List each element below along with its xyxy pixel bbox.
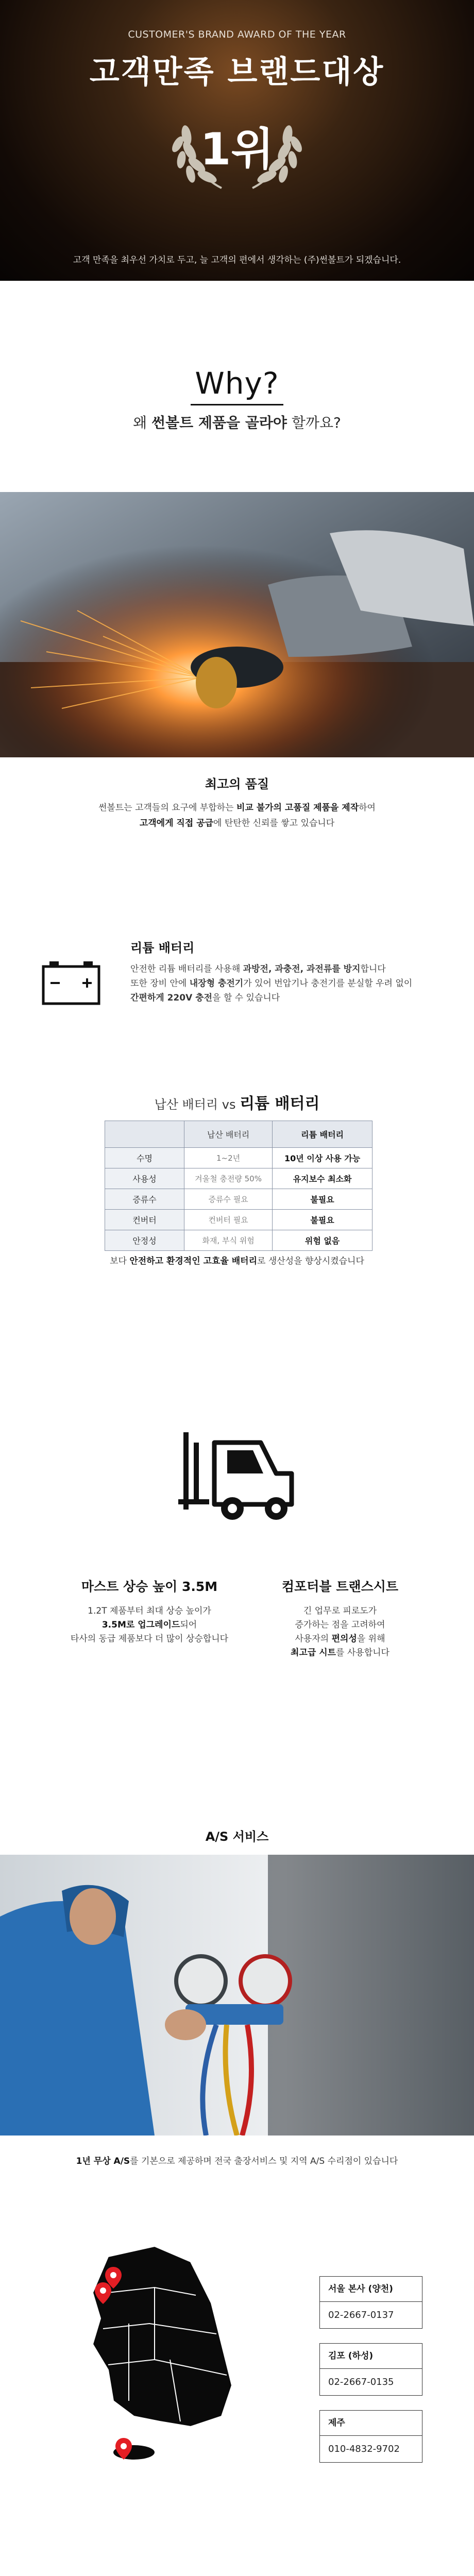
row-lithium-value: 불필요	[273, 1210, 373, 1230]
award-hero-banner	[0, 0, 474, 281]
mast-line3: 타사의 동급 제품보다 더 많이 상승합니다	[70, 1634, 229, 1644]
row-lithium-value: 10년 이상 사용 가능	[273, 1148, 373, 1168]
quality-line1-post: 하여	[359, 803, 376, 813]
battery-text	[130, 962, 450, 1005]
award-eyebrow: CUSTOMER'S BRAND AWARD OF THE YEAR	[128, 29, 346, 40]
row-lithium-value: 불필요	[273, 1189, 373, 1210]
battery-icon	[41, 957, 101, 1009]
quality-heading: 최고의 품질	[205, 777, 269, 791]
as-service-description	[0, 2154, 474, 2166]
row-lead-value: 겨울철 충전량 50%	[184, 1168, 273, 1189]
seat-text	[247, 1604, 433, 1660]
row-lead-value: 1~2년	[184, 1148, 273, 1168]
mast-heading: 마스트 상승 높이 3.5M	[81, 1579, 218, 1594]
battery-summary	[0, 1253, 474, 1266]
row-label: 사용성	[105, 1168, 184, 1189]
mast-line1: 1.2T 제품부터 최대 상승 높이가	[88, 1606, 211, 1616]
office-name: 서울 본사 (양천)	[320, 2277, 422, 2302]
row-label: 컨버터	[105, 1210, 184, 1230]
seat-line1: 긴 업무로 피로도가	[303, 1606, 377, 1616]
battery-line1-pre: 안전한 리튬 배터리를 사용해	[130, 964, 243, 974]
seat-line4-post: 를 사용합니다	[336, 1648, 390, 1658]
korea-map	[77, 2246, 247, 2463]
battery-line2-bold: 내장형 충전기	[189, 978, 244, 989]
mast-section	[57, 1577, 242, 1646]
as-service-heading: A/S 서비스	[205, 1829, 269, 1844]
quality-line1-bold: 비교 불가의 고품질 제품을 제작	[236, 803, 359, 813]
battery-section	[130, 938, 450, 1005]
quality-line2-post: 에 탄탄한 신뢰를 쌓고 있습니다	[213, 818, 335, 828]
row-label: 수명	[105, 1148, 184, 1168]
why-sub-pre: 왜	[133, 414, 152, 431]
battery-line3-bold: 간편하게 220V 충전	[130, 993, 213, 1003]
seat-heading: 컴포터블 트랜스시트	[281, 1579, 399, 1594]
table-header-row	[105, 1121, 373, 1148]
versus-left: 납산 배터리	[154, 1097, 218, 1112]
award-description: 고객 만족을 최우선 가치로 두고, 늘 고객의 편에서 생각하는 (주)썬볼트가 되겠습니다.	[73, 255, 401, 265]
battery-line1-post: 합니다	[360, 964, 386, 974]
award-title: 고객만족 브랜드대상	[89, 54, 385, 90]
forklift-icon	[173, 1422, 305, 1525]
row-lithium-value: 유지보수 최소화	[273, 1168, 373, 1189]
quality-section	[0, 774, 474, 831]
row-label: 안정성	[105, 1230, 184, 1251]
why-heading: Why?	[195, 366, 279, 401]
versus-right: 리튬 배터리	[240, 1095, 320, 1113]
battery-versus-heading	[0, 1091, 474, 1113]
office-phone[interactable]: 02-2667-0137	[328, 2310, 394, 2320]
office-card-jeju	[319, 2410, 422, 2463]
why-sub-bold: 썬볼트 제품을 골라야	[151, 414, 287, 431]
as-desc-bold: 1년 무상 A/S	[76, 2156, 130, 2166]
table-row	[105, 1210, 373, 1230]
table-row	[105, 1168, 373, 1189]
office-card-gimpo	[319, 2343, 422, 2396]
row-lead-value: 화재, 부식 위험	[184, 1230, 273, 1251]
battery-line1-bold: 과방전, 과충전, 과전류를 방지	[243, 964, 361, 974]
award-rank: 1위	[200, 124, 274, 175]
seat-section	[247, 1577, 433, 1660]
table-header-lithium: 리튬 배터리	[273, 1121, 373, 1148]
mast-line2-post: 되어	[180, 1620, 197, 1630]
office-phone[interactable]: 010-4832-9702	[328, 2444, 400, 2454]
table-row	[105, 1230, 373, 1251]
seat-line2: 증가하는 점을 고려하여	[295, 1620, 385, 1630]
summary-post: 로 생산성을 향상시켰습니다	[257, 1256, 364, 1266]
table-row	[105, 1148, 373, 1168]
office-phone[interactable]: 02-2667-0135	[328, 2377, 394, 2387]
table-row	[105, 1189, 373, 1210]
quality-text	[0, 800, 474, 831]
as-desc-post: 를 기본으로 제공하며 전국 출장서비스 및 지역 A/S 수리점이 있습니다	[130, 2156, 398, 2166]
row-lithium-value: 위험 없음	[273, 1230, 373, 1251]
row-lead-value: 컨버터 필요	[184, 1210, 273, 1230]
seat-line3-pre: 사용자의	[295, 1634, 332, 1644]
seat-line3-bold: 편의성	[331, 1634, 357, 1644]
mast-line2-bold: 3.5M로 업그레이드	[101, 1620, 180, 1630]
as-service-photo	[0, 1855, 474, 2136]
mast-text	[57, 1604, 242, 1646]
why-underline	[191, 404, 283, 405]
quality-line2-bold: 고객에게 직접 공급	[139, 818, 214, 828]
battery-comparison-table	[105, 1121, 373, 1251]
table-header-empty	[105, 1121, 184, 1148]
battery-line3-post: 을 할 수 있습니다	[212, 993, 280, 1003]
quality-line1-pre: 썬볼트는 고객들의 요구에 부합하는	[98, 803, 236, 813]
seat-line3-post: 을 위해	[357, 1634, 385, 1644]
seat-line4-bold: 최고급 시트	[291, 1648, 336, 1658]
office-name: 김포 (하성)	[320, 2344, 422, 2369]
row-lead-value: 증류수 필요	[184, 1189, 273, 1210]
summary-bold: 안전하고 환경적인 고효율 배터리	[129, 1256, 258, 1266]
office-name: 제주	[320, 2411, 422, 2436]
why-section	[0, 366, 474, 432]
battery-line2-post: 가 있어 번압기나 충전기를 분실할 우려 없이	[243, 978, 413, 989]
table-header-lead: 납산 배터리	[184, 1121, 273, 1148]
battery-line2-pre: 또한 장비 안에	[130, 978, 190, 989]
office-card-seoul	[319, 2276, 422, 2329]
versus-mid: vs	[218, 1097, 240, 1112]
summary-pre: 보다	[110, 1256, 130, 1266]
why-subheading	[0, 412, 474, 432]
battery-heading: 리튬 배터리	[130, 941, 195, 955]
why-sub-post: 할까요?	[286, 414, 341, 431]
row-label: 증류수	[105, 1189, 184, 1210]
grinding-photo	[0, 492, 474, 757]
